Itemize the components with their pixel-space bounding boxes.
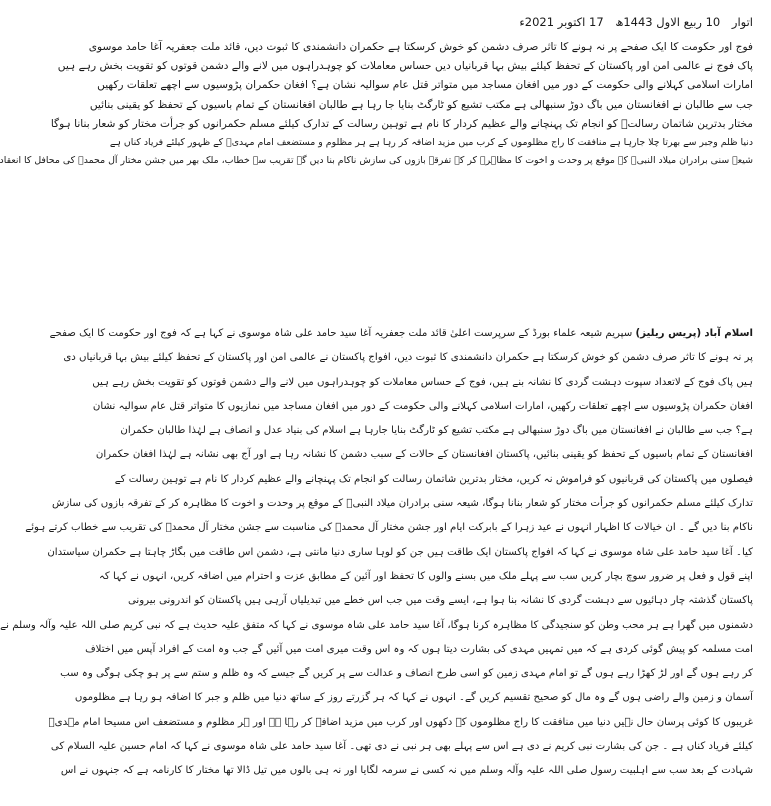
body-line: کر رہے ہوں گے اور لڑ کھڑا رہے ہوں گے تو امام مہدی زمین کو اسی طرح انصاف و عدالت سے پر کریں گے جیسے کہ وہ ظلم و ستم سے پر ہو چکی ہوگی وہ سب [60,668,753,680]
body-text: سپریم شیعہ علماء بورڈ کے سرپرست اعلیٰ قائد ملت جعفریہ آغا سید حامد علی شاہ موسوی نے کہا ہے کہ فوج اور حکومت کا ایک صفحے [49,328,633,339]
body-line: ہیں پاک فوج کے لاتعداد سپوت دہشت گردی کا نشانہ بنے ہیں، فوج کے حساس معاملات کو چوہدراہوں میں لانے والے دشمن قوتوں کو تقویت بخش رہے ہیں [92,376,753,388]
body-line: امت مسلمہ کو پیش گوئی کردی ہے کہ میں تمہیں مہدی کی بشارت دیتا ہوں کہ وہ اس وقت میری امت میں آئیں گے جب وہ امت کے افراد آپس میں اختلاف [85,643,753,655]
body-line: دشمنوں میں گھرا ہے ہر محب وطن کو سنجیدگی کا مظاہرہ کرنا ہوگا، آغا سید حامد علی شاہ موسوی نے کہا کہ متفق علیہ حدیث ہے کہ نبی کریم صلی اللہ علیہ وآلہ وسلم نے [0,619,753,631]
body-line: کیا۔ آغا سید حامد علی شاہ موسوی نے کہا کہ افواج پاکستان ایک طاقت ہیں جن کو لوہا ساری دنیا مانتی ہے، دشمن اس طاقت میں بگاڑ چاہتا ہے حکمران سیاستدان [47,546,753,558]
headline-line: جب سے طالبان نے افغانستان میں باگ دوڑ سنبھالی ہے مکتب تشیع کو ٹارگٹ بنایا جا رہا ہے طالبان افغانستان کے تمام باسیوں کے تحفظ کو یقینی بنائیں [89,98,753,111]
dateline-agency: (پریس ریلیز) [635,328,702,339]
headline-line: امارات اسلامی کہلانے والی حکومت کے دور میں افغان مساجد میں متواتر قتل عام سوالیہ نشان ہے؟ افغان حکمران پڑوسیوں سے اچھے تعلقات رکھیں [97,79,753,92]
body-line: غریبوں کا کوئی پرسان حال نہیں دنیا میں منافقت کا راج مظلوموں کے دکھوں اور کرب میں مزید اضافہ کر رہا ہے اور ہر مظلوم و مستضعف اس مسیحا امام مہدیؑ [48,716,753,728]
body-line: فیصلوں میں پاکستان کی قربانیوں کو فراموش نہ کریں، مختار بدترین شاتمان رسالت کو انجام تک پہنچانے والے عظیم کردار کا نام ہے توہین رسالت کے [114,473,753,485]
body-line [49,322,753,346]
headline-line: فوج اور حکومت کا ایک صفحے پر نہ ہونے کا تاثر صرف دشمن کو خوش کرسکتا ہے حکمران دانشمندی کا ثبوت دیں، قائد ملت جعفریہ آغا حامد موسوی [88,41,753,53]
body-line: تدارک کیلئے مسلم حکمرانوں کو جرأت مختار کو شعار بنانا ہوگا، شیعہ سنی برادران میلاد النبیؐ کے موقع پر وحدت و اخوت کا مظاہرہ کر کے تفرقہ بازوں کی سازش [51,498,753,510]
body-line: کیلئے فریاد کناں ہے ۔ جن کی بشارت نبی کریم نے دی ہے اس سے پہلے بھی ہر نبی نے دی تھی۔ آغا سید حامد علی شاہ موسوی نے کہا کہ امام حسین علیہ السلام کی [50,741,753,753]
headline-line: شیعہ سنی برادران میلاد النبیؐ کے موقع پر وحدت و اخوت کا مظاہرہ کر کے تفرقہ بازوں کی سازش ناکام بنا دیں گے تقریب سے خطاب، ملک بھر میں جشن مختار آل محمدؐ کی محافل کا انعقاد [0,155,753,167]
headline-line: پاک فوج نے عالمی امن اور پاکستان کے تحفظ کیلئے بیش بہا قربانیاں دیں حساس معاملات کو چوہدراہوں میں لانے والے دشمن قوتوں کو تقویت بخش رہے ہیں [57,60,753,73]
headline-line: مختار بدترین شاتمان رسالتؐ کو انجام تک پہنچانے والے عظیم کردار کا نام ہے توہین رسالت کے تدارک کیلئے مسلم حکمرانوں کو جرأت مختار کو شعار بنانا ہوگا [50,117,753,130]
body-line: پر نہ ہونے کا تاثر صرف دشمن کو خوش کرسکتا ہے حکمران دانشمندی کا ثبوت دیں، افواج پاکستان نے عالمی امن اور پاکستان کے تحفظ کیلئے بیش بہا قربانیاں دی [63,352,753,364]
body-line: شہادت کے بعد سب سے اہلبیت رسول صلی اللہ علیہ وآلہ وسلم میں نہ کسی نے سرمہ لگایا اور نہ ہی بالوں میں تیل ڈالا تھا مختار کا کارنامہ ہے کہ جنہوں نے اس [60,765,753,777]
body-line: پاکستان گذشتہ چار دہائیوں سے دہشت گردی کا نشانہ بنا ہوا ہے، ایسے وقت میں جب اس خطے میں تبدیلیاں آرہی ہیں پاکستان کو اندرونی بیرونی [127,595,753,607]
body-line: ہے؟ جب سے طالبان نے افغانستان میں باگ دوڑ سنبھالی ہے مکتب تشیع کو ٹارگٹ بنایا جارہا ہے اسلام کی بنیاد عدل و انصاف ہے لہٰذا طالبان حکمران [120,425,753,437]
headline-line: دنیا ظلم وجبر سے بھرتا چلا جارہا ہے منافقت کا راج مظلوموں کے کرب میں مزید اضافہ کر رہا ہے ہر مظلوم و مستضعف امام مہدیؑ کے ظہور کیلئے فریاد کناں ہے [109,137,753,149]
body-line: افغان حکمران پڑوسیوں سے اچھے تعلقات رکھیں، امارات اسلامی کہلانے والی حکومت کے دور میں افغان مساجد میں نمازیوں کا متواتر قتل عام سوالیہ نشان [92,400,753,412]
body-line: افغانستان کے تمام باسیوں کے تحفظ کو یقینی بنائیں، پاکستان افغانستان کے حالات کے سبب دشمن کا نشانہ رہا ہے اور آج بھی نشانہ ہے لہٰذا افغان حکمران [95,449,753,461]
hijri-date: 10 ربیع الاول 1443ھ [615,15,721,29]
article-body [0,322,753,784]
body-line: ناکام بنا دیں گے ۔ ان خیالات کا اظہار انہوں نے عید زہرا کے بابرکت ایام اور جشن مختار آل محمدؐ کی مناسبت سے جشن مختار آل محمدؐ کی تقریب سے خطاب کرتے ہوئے [25,522,753,534]
body-line: آسمان و زمین والے راضی ہوں گے وہ مال کو صحیح تقسیم کریں گے۔ انہوں نے کہا کہ ہر گزرتے روز کے ساتھ دنیا میں ظلم و جبر کا اضافہ ہو رہا ہے مظلوموں [74,692,753,704]
weekday: اتوار [731,15,753,29]
dateline [252,14,753,30]
gregorian-date: 17 اکتوبر 2021ء [519,15,604,29]
body-line: اپنے قول و فعل پر ضرور سوچ بچار کریں سب سے پہلے ملک میں بسنے والوں کا تحفظ اور آئین کے مطابق عزت و احترام میں اضافہ کریں، انہوں نے کہا کہ [98,570,753,582]
headline-block [0,38,753,170]
dateline-city: اسلام آباد [704,328,753,339]
